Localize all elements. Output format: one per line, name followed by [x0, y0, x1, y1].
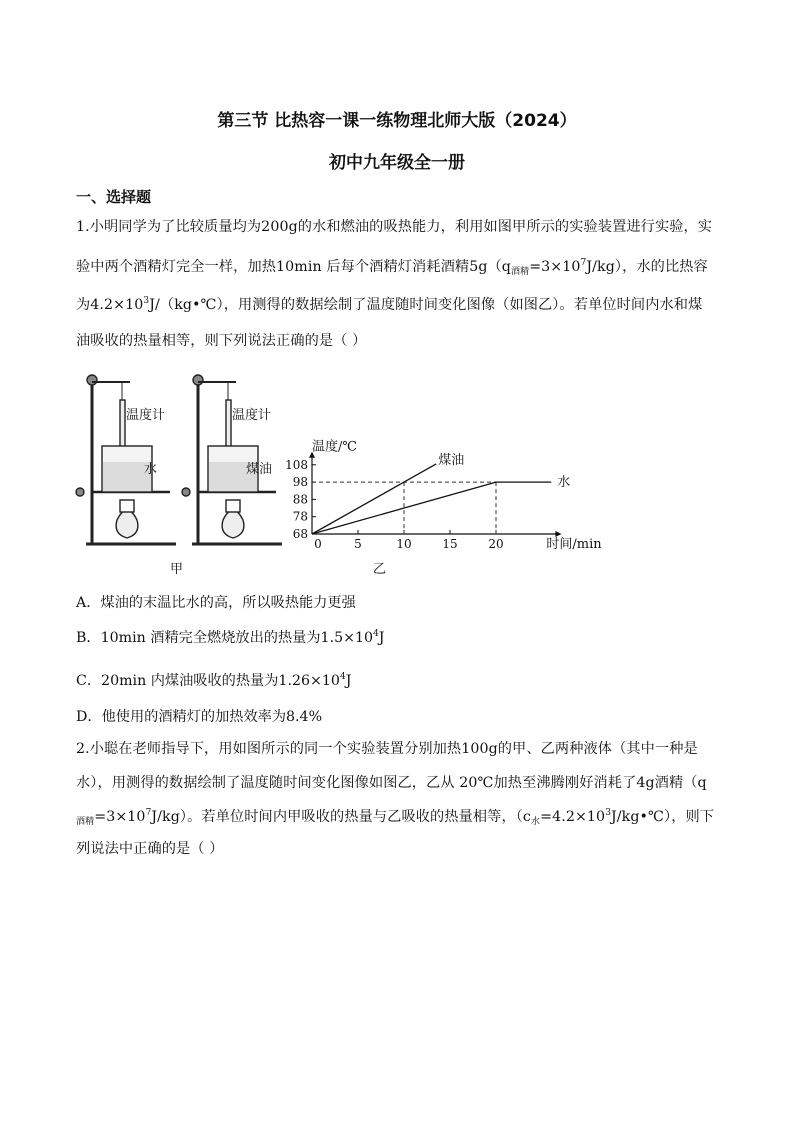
q1-text: J/kg），水的比热容: [586, 259, 708, 275]
option-b[interactable]: [76, 627, 384, 647]
y-tick-label: 88: [292, 492, 308, 507]
option-b-unit: J: [378, 630, 385, 646]
x-tick-label: 5: [354, 537, 362, 551]
q1-line1: 1.小明同学为了比较质量均为200g的水和燃油的吸热能力，利用如图甲所示的实验装置进行实验，实: [76, 219, 713, 235]
x-axis-label: 时间/min: [546, 537, 602, 552]
option-d[interactable]: D．他使用的酒精灯的加热效率为8.4%: [76, 709, 323, 725]
option-c-text: C．20min 内煤油吸收的热量为1.26×10: [76, 673, 340, 689]
liquid-label-a: 水: [144, 462, 158, 477]
q2-sup: 3: [605, 808, 612, 818]
q1-text: J/（kg•℃），用测得的数据绘制了温度随时间变化图像（如图乙）。若单位时间内水和煤: [149, 297, 703, 313]
q1-text: 为4.2×10: [76, 297, 144, 313]
x-tick-label: 20: [488, 537, 504, 551]
q1-sub: 酒精: [510, 267, 530, 277]
y-axis-label: 温度/℃: [312, 439, 357, 455]
series-line-1: [312, 464, 436, 534]
page-title: 第三节 比热容一课一练物理北师大版（2024）: [217, 111, 577, 131]
section-heading: 一、选择题: [76, 188, 152, 206]
x-tick-label: 10: [396, 537, 412, 551]
q1-text: =3×10: [529, 259, 581, 275]
y-tick-label: 78: [292, 509, 308, 524]
figure-caption-b: 乙: [373, 562, 387, 577]
option-c-unit: J: [345, 673, 352, 689]
x-tick-label: 0: [314, 537, 322, 551]
option-b-sup: 4: [373, 629, 379, 639]
q2-text: =4.2×10: [540, 809, 606, 825]
q2-text: J/kg）。若单位时间内甲吸收的热量与乙吸收的热量相等，（c: [151, 809, 531, 825]
q2-text: J/kg•℃），则下: [611, 809, 715, 825]
q1-line4: 油吸收的热量相等，则下列说法正确的是（ ）: [76, 333, 367, 349]
option-b-text: B．10min 酒精完全燃烧放出的热量为1.5×10: [76, 630, 374, 646]
q2-line1: 2.小聪在老师指导下，用如图所示的同一个实验装置分别加热100g的甲、乙两种液体（其中一种是: [76, 741, 698, 757]
thermometer-label-a: 温度计: [126, 408, 166, 423]
q2-line2: 水），用测得的数据绘制了温度随时间变化图像如图乙，乙从 20℃加热至沸腾刚好消耗了4g酒精（q: [76, 775, 707, 791]
q2-sup: 7: [145, 808, 152, 818]
apparatus-drawing: [70, 360, 602, 580]
experiment-figure: [70, 360, 602, 580]
page-subtitle: 初中九年级全一册: [329, 153, 465, 173]
series-label: 水: [557, 475, 571, 491]
q2-text: =3×10: [94, 809, 146, 825]
y-tick-label: 68: [292, 527, 308, 541]
q1-line2: [76, 256, 708, 277]
option-c[interactable]: [76, 670, 351, 690]
figure-caption-a: 甲: [170, 562, 184, 577]
option-a[interactable]: A．煤油的末温比水的高，所以吸热能力更强: [76, 595, 356, 611]
q1-text: 验中两个酒精灯完全一样，加热10min 后每个酒精灯消耗酒精5g（q: [76, 259, 511, 275]
q2-sub: 水: [530, 817, 541, 827]
q2-line4: 列说法中正确的是（ ）: [76, 841, 224, 857]
q1-line3: [76, 294, 702, 314]
thermometer-label-b: 温度计: [232, 408, 272, 423]
series-label: 煤油: [438, 452, 465, 468]
x-tick-label: 15: [442, 537, 458, 551]
q1-sup: 7: [580, 258, 587, 268]
y-tick-label: 98: [292, 475, 308, 490]
series-line-2: [312, 482, 551, 534]
liquid-label-b: 煤油: [246, 462, 273, 477]
apparatus-a: [76, 375, 176, 544]
temperature-chart: [285, 439, 602, 552]
q1-sup: 3: [143, 296, 150, 306]
option-c-sup: 4: [339, 672, 346, 682]
q2-sub: 酒精: [76, 817, 95, 827]
q2-line3: [76, 806, 714, 827]
y-tick-label: 108: [285, 457, 308, 472]
